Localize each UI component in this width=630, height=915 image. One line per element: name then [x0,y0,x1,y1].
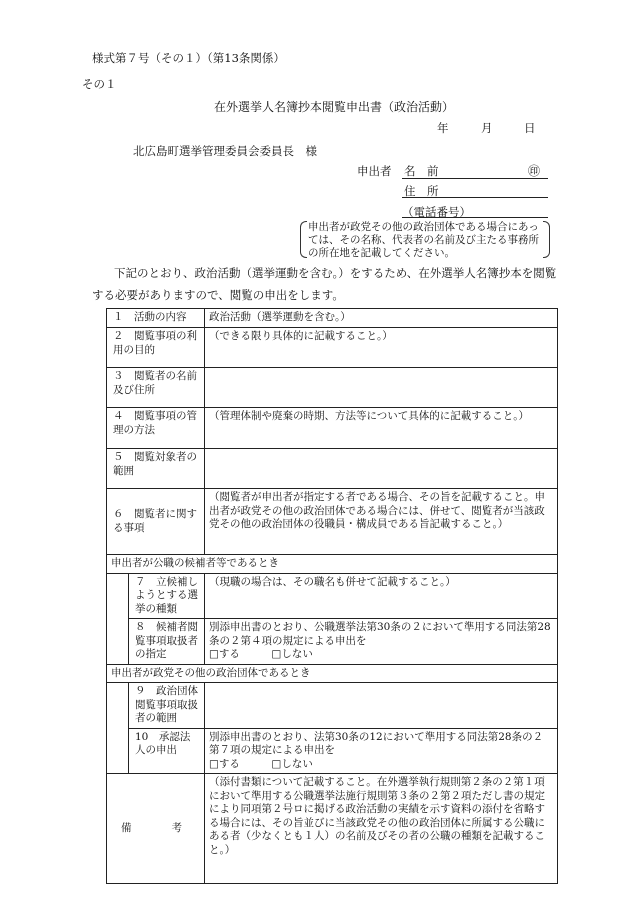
row8-label: ８ 候補者閲覧事項取扱者の指定 [129,619,205,665]
table-row [107,408,558,449]
form-subnumber: その１ [82,77,117,91]
addressee: 北広島町選挙管理委員会委員長 様 [133,144,317,158]
row10-value[interactable] [205,728,558,774]
row1-label: １ 活動の内容 [107,309,205,328]
table-row [107,449,558,489]
applicant-note-text: 申出者が政党その他の政治団体である場合にあっては、その名称、代表者の名前及び主たる事務所の所在地を記載してください。 [308,221,539,259]
row7-value[interactable]: （現職の場合は、その職名も併せて記載すること。） [205,573,558,619]
table-row [107,774,558,884]
table-row [107,728,558,774]
row5-value[interactable] [205,449,558,489]
table-row [107,555,558,574]
seal-mark: ㊞ [528,164,541,178]
applicant-note [300,220,550,258]
table-row [107,619,558,665]
row8-text: 別添申出書のとおり、公職選挙法第30条の２において準用する同法第28条の２第４項の規定による申出を [209,621,551,647]
remarks-label-2: 考 [171,821,182,834]
remarks-label [107,774,205,884]
date-day: 日 [524,121,536,135]
row10-checkboxes[interactable]: □する □しない [209,757,313,770]
row7-label: ７ 立候補しようとする選挙の種類 [129,573,205,619]
address-label: 住 所 [404,184,439,198]
table-row [107,328,558,368]
date-month: 月 [481,121,493,135]
address-line[interactable] [402,197,548,198]
table-row [107,489,558,555]
section-party-heading: 申出者が政党その他の政治団体であるとき [107,664,558,683]
row6-label: ６ 閲覧者に関する事項 [107,489,205,555]
table-row [107,368,558,408]
left-bracket [300,221,307,258]
row8-checkboxes[interactable]: □する □しない [209,648,313,660]
phone-label: （電話番号） [402,205,471,219]
row10-text: 別添申出書のとおり、法第30条の12において準用する同法第28条の２第７項の規定による申出を [209,730,544,756]
applicant-label: 申出者 [357,164,392,178]
indent-cell [107,619,129,665]
table-row [107,573,558,619]
remarks-label-1: 備 [121,821,132,834]
name-label: 名 前 [404,164,439,178]
row10-label: 10 承認法人の申出 [129,728,205,774]
row5-label: ５ 閲覧対象者の範囲 [107,449,205,489]
indent-cell [107,573,129,619]
document-title: 在外選挙人名簿抄本閲覧申出書（政治活動） [214,100,455,114]
row8-value[interactable] [205,619,558,665]
indent-cell [107,683,129,729]
table-row [107,664,558,683]
row9-value[interactable] [205,683,558,729]
form-number: 様式第７号（その１）（第13条関係） [92,51,285,65]
row9-label: ９ 政治団体閲覧事項取扱者の範囲 [129,683,205,729]
row4-value[interactable]: （管理体制や廃棄の時期、方法等について具体的に記載すること。） [205,408,558,449]
section-candidate-heading: 申出者が公職の候補者等であるとき [107,555,558,574]
remarks-value[interactable]: （添付書類について記載すること。在外選挙執行規則第２条の２第１項において準用する公職選挙法施行規則第３条の２第２項ただし書の規定により同項第２号ロに掲げる政治活動の実績を示す資料の添付を省略する場合には、その旨並びに当該政党その他の政治団体に所属する公職にある者（少なくとも１人）の名前及びその者の公職の種類を記載すること。） [205,774,558,884]
date-year: 年 [437,121,449,135]
name-line[interactable] [402,178,548,179]
right-bracket [543,221,550,258]
row2-value[interactable]: （できる限り具体的に記載すること。） [205,328,558,368]
row6-value[interactable]: （閲覧者が申出者が指定する者である場合、その旨を記載すること。申出者が政党その他の政治団体である場合には、併せて、閲覧者が当該政党その他の政治団体の役職員・構成員である旨記載すること。） [205,489,558,555]
row4-label: ４ 閲覧事項の管理の方法 [107,408,205,449]
row3-value[interactable] [205,368,558,408]
indent-cell [107,728,129,774]
intro-paragraph: 下記のとおり、政治活動（選挙運動を含む。）をするため、在外選挙人名簿抄本を閲覧する必要がありますので、閲覧の申出をします。 [92,266,557,302]
row3-label: ３ 閲覧者の名前及び住所 [107,368,205,408]
application-table [106,308,558,884]
table-row [107,309,558,328]
row1-value[interactable]: 政治活動（選挙運動を含む。） [205,309,558,328]
phone-line[interactable] [402,217,548,218]
table-row [107,683,558,729]
row2-label: ２ 閲覧事項の利用の目的 [107,328,205,368]
